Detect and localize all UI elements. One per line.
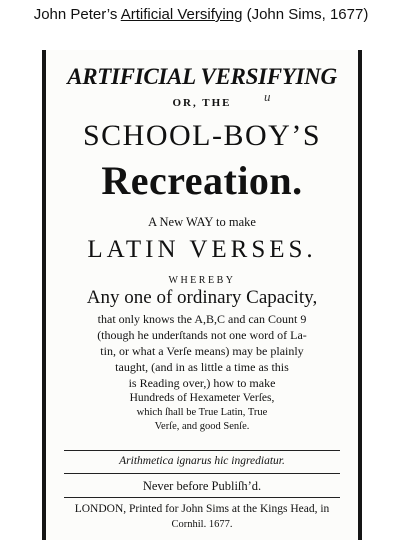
body-line-2: (though he underſtands not one word of La- (97, 328, 307, 342)
notice-line: Never before Publiſh’d. (142, 479, 262, 493)
title-page-scan (42, 50, 362, 540)
title-line-4: Recreation. (101, 158, 303, 203)
body-line-6: Hundreds of Hexameter Verſes, (129, 392, 275, 404)
title-line-2: OR, THE (172, 97, 232, 109)
body-line-4: taught, (and in as little a time as this (115, 360, 289, 374)
title-line-1: ARTIFICIAL VERSIFYING (67, 64, 337, 89)
body-line-8: Verſe, and good Senſe. (154, 421, 250, 432)
caption-prefix: John Peter’s (33, 6, 121, 23)
body-line-1: that only knows the A,B,C and can Count 9 (97, 312, 307, 326)
title-line-3: SCHOOL-BOY’S (82, 119, 322, 152)
caption-title: Artificial Versifying (120, 6, 243, 23)
imprint-line-2: Cornhil. 1677. (171, 519, 233, 530)
handwritten-mark: u (264, 89, 271, 104)
title-line-8: Any one of ordinary Capacity, (86, 287, 318, 308)
imprint-line-1: LONDON, Printed for John Sims at the Kings Head, in (74, 503, 330, 515)
title-line-6: LATIN VERSES. (87, 236, 317, 263)
motto-line: Arithmetica ignarus hic ingrediatur. (119, 455, 285, 467)
divider-rule (64, 497, 340, 498)
body-line-7: which ſhall be True Latin, True (136, 407, 268, 418)
divider-rule (64, 450, 340, 451)
image-caption (0, 6, 402, 23)
caption-suffix: (John Sims, 1677) (242, 6, 369, 23)
body-line-5: is Reading over,) how to make (128, 376, 276, 390)
title-line-7: WHEREBY (168, 275, 236, 286)
title-line-5: A New WAY to make (148, 215, 256, 229)
body-line-3: tin, or what a Verſe means) may be plainly (100, 344, 304, 358)
divider-rule (64, 473, 340, 474)
